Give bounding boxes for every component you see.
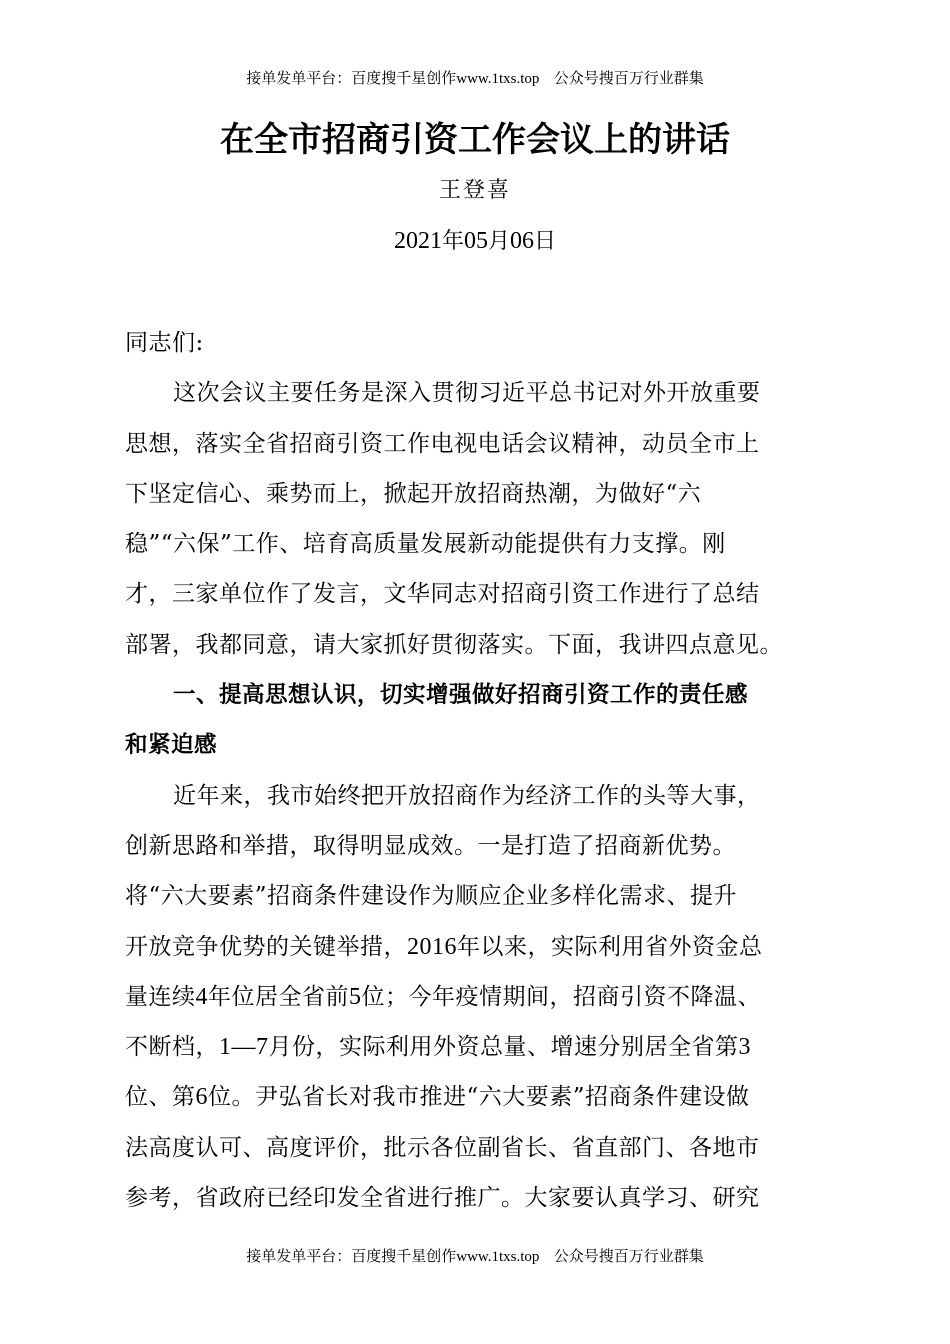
- document-author: 王登喜: [438, 178, 511, 203]
- document-title: 在全市招商引资工作会议上的讲话: [220, 120, 730, 160]
- paragraph-line: 稳”“六保”工作、培育高质量发展新动能提供有力支撑。刚: [125, 531, 726, 558]
- paragraph-line: 这次会议主要任务是深入贯彻习近平总书记对外开放重要: [173, 380, 761, 407]
- paragraph-line: [125, 1022, 835, 1072]
- date-year-unit: 年: [441, 229, 464, 254]
- paragraph-line: 法高度认可、高度评价，批示各位副省长、省直部门、各地市: [125, 1134, 760, 1161]
- date-month-unit: 月: [487, 229, 510, 254]
- number-run: 2016: [407, 933, 457, 960]
- text-run: 年位居全省前: [208, 983, 349, 1010]
- text-run: 量连续: [125, 983, 196, 1010]
- text-run: 不断档，: [125, 1034, 219, 1061]
- paragraph-line: 下坚定信心、乘势而上，掀起开放招商热潮，为做好“六: [125, 480, 702, 507]
- document-date: [0, 224, 950, 259]
- date-month: 05: [463, 228, 488, 254]
- paragraph-line: 参考，省政府已经印发全省进行推广。大家要认真学习、研究: [125, 1185, 760, 1212]
- footer-url: www.1txs.top: [456, 1249, 540, 1265]
- paragraph-line: 将“六大要素”招商条件建设作为顺应企业多样化需求、提升: [125, 883, 738, 910]
- paragraph-line: 思想，落实全省招商引资工作电视电话会议精神，动员全市上: [125, 430, 760, 457]
- number-run: 5: [349, 983, 362, 1010]
- number-run: 6: [195, 1084, 208, 1111]
- date-year: 2021: [393, 228, 442, 254]
- page-footer: [0, 1246, 950, 1267]
- header-prefix: 接单发单平台：百度搜千星创作: [246, 69, 457, 87]
- text-run: 位、第: [125, 1084, 196, 1111]
- footer-suffix: 公众号搜百万行业群集: [553, 1247, 704, 1265]
- text-run: 位。尹弘省长对我市推进“六大要素”招商条件建设做: [208, 1084, 750, 1111]
- document-body: [125, 318, 835, 1223]
- paragraph-line: 近年来，我市始终把开放招商作为经济工作的头等大事，: [173, 782, 761, 809]
- date-day-unit: 日: [534, 229, 557, 254]
- paragraph-line: [125, 972, 835, 1022]
- paragraph-line: [125, 1072, 835, 1122]
- salutation: 同志们:: [125, 330, 204, 356]
- text-run: 月份，实际利用外资总量、增速分别居全省第: [268, 1034, 739, 1061]
- number-run: 4: [195, 983, 208, 1010]
- footer-prefix: 接单发单平台：百度搜千星创作: [246, 1247, 457, 1265]
- text-run: 位；今年疫情期间，招商引资不降温、: [361, 983, 761, 1010]
- section-heading: 一、提高思想认识，切实增强做好招商引资工作的责任感: [173, 682, 749, 709]
- number-run: 3: [738, 1034, 751, 1061]
- paragraph-line: 创新思路和举措，取得明显成效。一是打造了招商新优势。: [125, 832, 736, 859]
- text-run: 开放竞争优势的关键举措，: [125, 933, 407, 960]
- text-run: 年以来，实际利用省外资金总: [457, 933, 763, 960]
- page-header: [0, 68, 950, 89]
- header-suffix: 公众号搜百万行业群集: [553, 69, 704, 87]
- date-day: 06: [510, 228, 534, 254]
- section-heading-cont: 和紧迫感: [125, 732, 218, 759]
- header-url: www.1txs.top: [456, 71, 540, 87]
- number-run: 1—7: [219, 1034, 269, 1061]
- paragraph-line: [125, 922, 835, 972]
- paragraph-line: 才，三家单位作了发言，文华同志对招商引资工作进行了总结: [125, 581, 760, 608]
- paragraph-line: 部署，我都同意，请大家抓好贯彻落实。下面，我讲四点意见。: [125, 631, 783, 658]
